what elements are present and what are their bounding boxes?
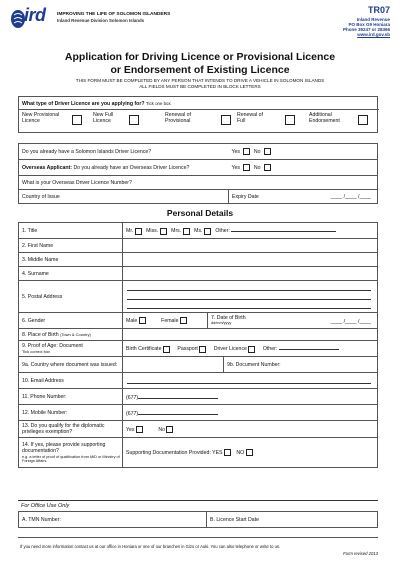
postal-address-input[interactable]: [123, 281, 378, 313]
dob-input[interactable]: ____ /____ /____: [330, 319, 371, 325]
diplomatic-no-checkbox[interactable]: [166, 426, 173, 433]
postal-address-label: 5. Postal Address: [22, 293, 63, 300]
address-line-1: Inland Revenue: [356, 17, 390, 22]
personal-details-heading: Personal Details: [166, 208, 234, 218]
checkbox[interactable]: [221, 115, 231, 125]
supporting-docs-provided: Supporting Documentation Provided: YES: [126, 449, 223, 456]
mobile-label: 12. Mobile Number:: [22, 409, 68, 416]
proof-of-age-hint: Tick correct box: [22, 349, 51, 354]
supporting-no-checkbox[interactable]: [246, 449, 253, 456]
passport-label: Passport: [177, 346, 198, 353]
dob-hint: dd/mm/yyyy: [211, 321, 232, 325]
male-checkbox[interactable]: [139, 317, 146, 324]
overseas-question: Do you already have an Overseas Driver Licence?: [73, 164, 190, 171]
personal-details-table: [18, 222, 378, 468]
option-label: Renewal of Full: [237, 112, 263, 124]
form-title-line-2: or Endorsement of Existing Licence: [110, 64, 290, 76]
doc-country-label: 9a. Country where document was issued:: [22, 361, 118, 368]
supporting-docs-hint: e.g. a letter of proof of qualification from MID or Ministry of Foreign Affairs: [22, 454, 120, 463]
licence-type-question: What type of Driver Licence are you applying for?: [22, 101, 145, 107]
title-label: 1. Title: [22, 227, 38, 234]
option-renewal-full[interactable]: [237, 112, 307, 130]
office-table: [18, 511, 378, 528]
driver-licence-label: Driver Licence: [213, 346, 247, 353]
org-subtagline: Inland Revenue Division Solomon Islands: [57, 18, 145, 23]
gender-label: 6. Gender: [22, 317, 46, 324]
overseas-number-label: What is your Overseas Driver Licence Number?: [22, 179, 132, 186]
office-heading: For Office Use Only: [21, 503, 70, 509]
proof-of-age-label: 9. Proof of Age: Document: [22, 343, 83, 349]
miss-label: Miss.: [146, 228, 159, 235]
expiry-date-field[interactable]: [229, 190, 378, 204]
org-tagline: IMPROVING THE LIFE OF SOLOMON ISLANDERS: [57, 12, 171, 17]
option-new-provisional[interactable]: [22, 112, 92, 130]
male-label: Male: [126, 317, 138, 324]
mr-checkbox[interactable]: [135, 228, 142, 235]
mobile-prefix: (677): [126, 410, 139, 417]
diplomatic-yes-label: Yes: [126, 426, 135, 433]
checkbox[interactable]: [285, 115, 295, 125]
office-divider: [18, 500, 378, 501]
checkbox[interactable]: [129, 115, 139, 125]
no-checkbox[interactable]: [264, 148, 271, 155]
yes-checkbox[interactable]: [243, 148, 250, 155]
option-label: New Full Licence: [93, 112, 114, 124]
surname-input[interactable]: [123, 267, 378, 281]
footer-contact: If you need more information contact us at our office in Honiara or one of our branches in Gizo or Auki. You can also telephone or write to us.: [20, 544, 281, 549]
doc-number-label: 9b. Document Number:: [227, 362, 281, 368]
footer-revised: Form revised 2013: [343, 551, 378, 556]
footer-divider: [18, 537, 378, 538]
ms-checkbox[interactable]: [204, 228, 211, 235]
yes-label: Yes: [231, 164, 240, 171]
no-label: No: [253, 164, 261, 171]
first-name-label: 2. First Name: [22, 242, 54, 249]
middle-name-label: 3. Middle Name: [22, 256, 59, 263]
place-of-birth-hint: (Town & Country): [60, 331, 91, 337]
form-note-1: THIS FORM MUST BE COMPLETED BY ANY PERSON THAT INTENDS TO DRIVE A VEHICLE IN SOLOMON ISLANDS: [75, 78, 325, 83]
licence-type-hint: Tick one box: [145, 101, 171, 106]
option-additional-endorsement[interactable]: [309, 112, 377, 130]
start-date-label: B. Licence Start Date: [210, 516, 260, 523]
overseas-label: Overseas Applicant:: [22, 164, 72, 171]
diplomatic-yes-checkbox[interactable]: [136, 426, 143, 433]
female-checkbox[interactable]: [180, 317, 187, 324]
title-options: [123, 223, 378, 239]
option-label: Additional Endorsement: [309, 112, 340, 124]
expiry-date-blanks: ____ /____ /____: [330, 193, 371, 200]
phone-prefix: (677): [126, 394, 139, 401]
birth-cert-label: Birth Certificate: [126, 346, 162, 353]
option-renewal-provisional[interactable]: [165, 112, 235, 130]
country-of-issue-field[interactable]: [19, 190, 229, 204]
email-input[interactable]: [123, 373, 378, 389]
supporting-docs-label: 14. If yes, please provide supporting documentation?: [22, 441, 106, 454]
diplomatic-label: 13. Do you qualify for the diplomatic privileges exemption?: [22, 423, 105, 435]
form-code: TR07: [367, 5, 390, 15]
other-title-label: Other:: [215, 228, 230, 235]
female-label: Female: [161, 317, 179, 324]
option-label: Renewal of Provisional: [165, 112, 191, 124]
have-licence-question: Do you already have a Solomon Islands Driver Licence?: [22, 148, 152, 155]
dob-label: 7. Date of Birth: [211, 315, 246, 321]
mrs-label: Mrs.: [171, 228, 182, 235]
form-note-2: ALL FIELDS MUST BE COMPLETED IN BLOCK LETTERS: [139, 84, 261, 89]
doc-other-label: Other:: [262, 346, 278, 353]
surname-label: 4. Surname: [22, 270, 49, 277]
yes-checkbox[interactable]: [243, 164, 250, 171]
licence-type-section: [18, 96, 378, 133]
ms-label: Ms.: [194, 228, 203, 235]
miss-checkbox[interactable]: [160, 228, 167, 235]
address-line-3: Phone 39247 or 28366: [342, 27, 390, 32]
checkbox[interactable]: [358, 115, 368, 125]
yes-label: Yes: [231, 148, 240, 155]
middle-name-input[interactable]: [123, 253, 378, 267]
start-date-field[interactable]: [207, 512, 378, 528]
tmn-label: A. TMN Number:: [22, 516, 61, 523]
place-of-birth-input[interactable]: [123, 329, 378, 341]
no-label: No: [253, 148, 261, 155]
expiry-date-label: Expiry Date: [232, 193, 259, 200]
option-new-full[interactable]: [93, 112, 163, 130]
overseas-number-field[interactable]: [19, 176, 378, 190]
first-name-input[interactable]: [123, 239, 378, 253]
tmn-field[interactable]: [19, 512, 207, 528]
checkbox[interactable]: [72, 115, 82, 125]
option-label: New Provisional Licence: [22, 112, 60, 124]
website-link[interactable]: www.ird.gov.sb: [357, 32, 390, 37]
form-title-line-1: Application for Driving Licence or Provisional Licence: [64, 51, 336, 63]
supporting-no-label: NO: [236, 449, 245, 456]
other-title-input[interactable]: [231, 226, 336, 232]
doc-other-input[interactable]: [279, 344, 339, 350]
mrs-checkbox[interactable]: [183, 228, 190, 235]
driver-licence-checkbox[interactable]: [248, 346, 255, 353]
email-label: 10. Email Address: [22, 377, 64, 384]
phone-input[interactable]: [123, 389, 378, 405]
country-of-issue-label: Country of Issue: [22, 193, 60, 200]
no-checkbox[interactable]: [264, 164, 271, 171]
licence-questions-table: [18, 143, 378, 204]
mr-label: Mr.: [126, 228, 134, 235]
supporting-yes-checkbox[interactable]: [224, 449, 231, 456]
diplomatic-no-label: No: [158, 426, 166, 433]
passport-checkbox[interactable]: [199, 346, 206, 353]
phone-label: 11. Phone Number:: [22, 393, 67, 400]
mobile-input[interactable]: [123, 405, 378, 421]
place-of-birth-label: 8. Place of Birth: [22, 331, 59, 338]
birth-cert-checkbox[interactable]: [163, 346, 170, 353]
address-line-2: PO Box G9 Honiara: [348, 22, 390, 27]
logo-wordmark: ird: [24, 5, 46, 25]
